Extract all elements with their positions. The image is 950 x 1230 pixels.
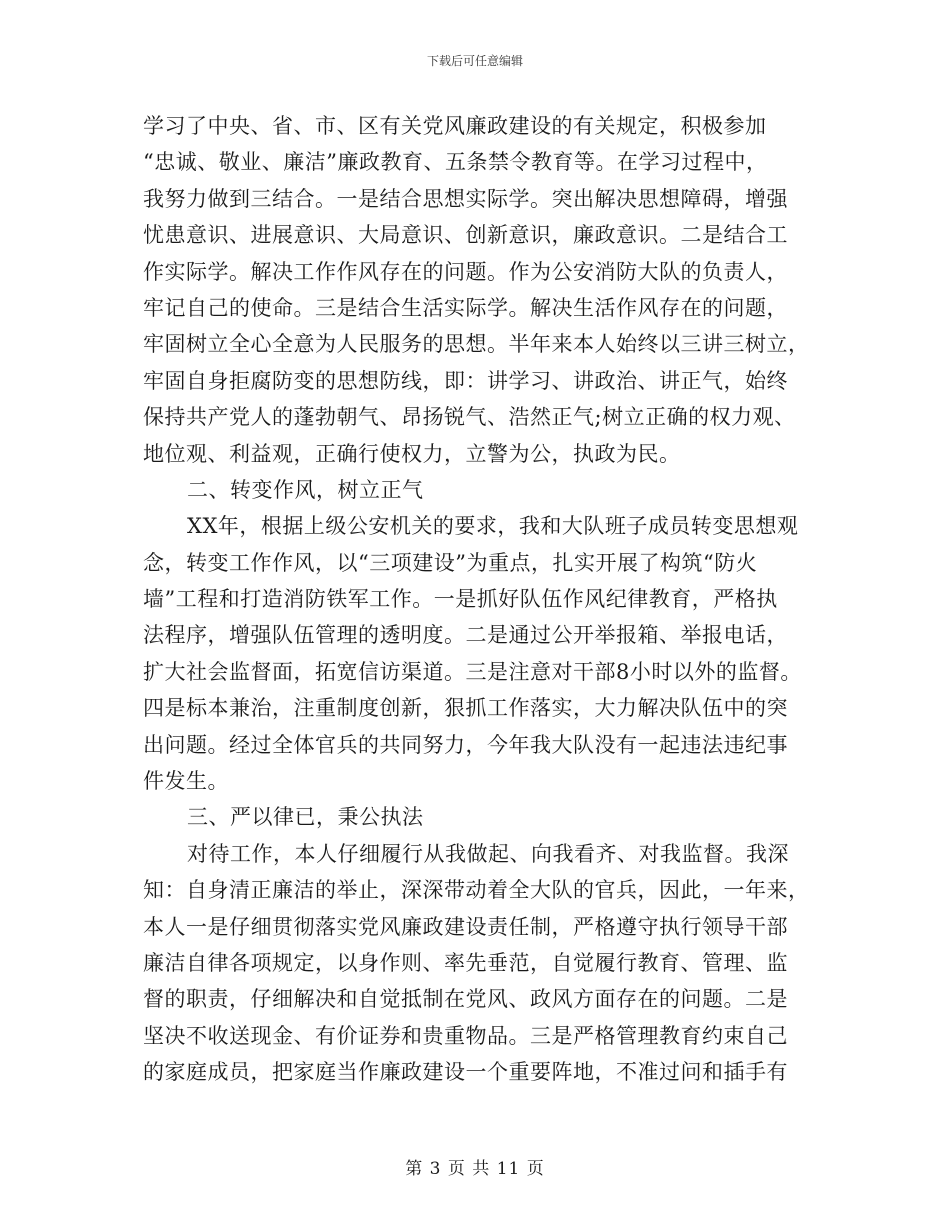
text-line: 件发生。 bbox=[143, 769, 229, 794]
text-line: “忠诚、敬业、廉洁”廉政教育、五条禁令教育等。在学习过程中， bbox=[143, 150, 768, 175]
text-line: XX年，根据上级公安机关的要求，我和大队班子成员转变思想观 bbox=[187, 514, 799, 539]
text-line: 牢固自身拒腐防变的思想防线，即：讲学习、讲政治、讲正气，始终 bbox=[143, 368, 788, 393]
section-heading: 二、转变作风，树立正气 bbox=[187, 477, 424, 502]
text-line: 督的职责，仔细解决和自觉抵制在党风、政风方面存在的问题。二是 bbox=[143, 987, 788, 1012]
text-line: 知：自身清正廉洁的举止，深深带动着全大队的官兵，因此，一年来， bbox=[143, 878, 810, 903]
text-line: 坚决不收送现金、有价证券和贵重物品。三是严格管理教育约束自己 bbox=[143, 1023, 788, 1048]
section-heading: 三、严以律已，秉公执法 bbox=[187, 805, 424, 830]
text-line: 法程序，增强队伍管理的透明度。二是通过公开举报箱、举报电话， bbox=[143, 623, 788, 648]
text-line: 墙”工程和打造消防铁军工作。一是抓好队伍作风纪律教育，严格执 bbox=[143, 587, 778, 612]
document-body bbox=[143, 108, 813, 1091]
text-line: 念，转变工作作风，以“三项建设”为重点，扎实开展了构筑“防火 bbox=[143, 550, 758, 575]
text-line: 我努力做到三结合。一是结合思想实际学。突出解决思想障碍，增强 bbox=[143, 186, 788, 211]
page-number: 第 3 页 共 11 页 bbox=[405, 1159, 545, 1179]
page-header: 下载后可任意编辑 bbox=[426, 54, 523, 68]
text-line: 忧患意识、进展意识、大局意识、创新意识，廉政意识。二是结合工 bbox=[143, 223, 788, 248]
text-line: 牢固树立全心全意为人民服务的思想。半年来本人始终以三讲三树立， bbox=[143, 332, 810, 357]
text-line: 的家庭成员，把家庭当作廉政建设一个重要阵地，不准过问和插手有 bbox=[143, 1060, 788, 1085]
text-line: 对待工作，本人仔细履行从我做起、向我看齐、对我监督。我深 bbox=[187, 841, 789, 866]
text-line: 学习了中央、省、市、区有关党风廉政建设的有关规定，积极参加 bbox=[143, 114, 767, 138]
text-line: 扩大社会监督面，拓宽信访渠道。三是注意对干部8小时以外的监督。 bbox=[143, 659, 802, 684]
text-line: 作实际学。解决工作作风存在的问题。作为公安消防大队的负责人， bbox=[143, 259, 788, 284]
text-line: 出问题。经过全体官兵的共同努力，今年我大队没有一起违法违纪事 bbox=[143, 732, 788, 757]
text-line: 本人一是仔细贯彻落实党风廉政建设责任制，严格遵守执行领导干部 bbox=[143, 914, 788, 939]
text-line: 牢记自己的使命。三是结合生活实际学。解决生活作风存在的问题， bbox=[143, 295, 788, 320]
text-line: 四是标本兼治，注重制度创新，狠抓工作落实，大力解决队伍中的突 bbox=[143, 696, 788, 721]
text-line: 廉洁自律各项规定，以身作则、率先垂范，自觉履行教育、管理、监 bbox=[143, 950, 788, 975]
text-line: 保持共产党人的蓬勃朝气、昂扬锐气、浩然正气;树立正确的权力观、 bbox=[143, 405, 796, 430]
text-line: 地位观、利益观，正确行使权力，立警为公，执政为民。 bbox=[143, 441, 681, 466]
